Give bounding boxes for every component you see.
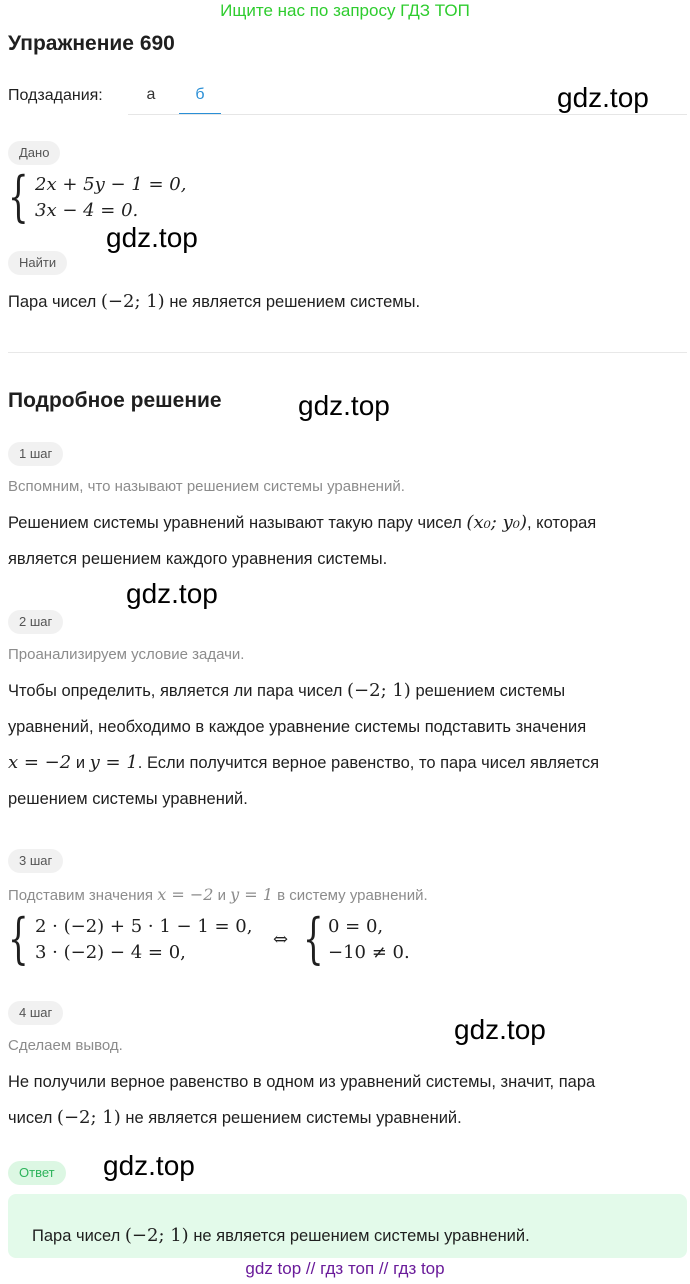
section-divider [8, 352, 687, 353]
subtasks-divider [128, 114, 687, 115]
find-pair: (−2; 1) [100, 291, 165, 312]
step-2-text: Чтобы определить, является ли пара чисел (−2; 1) решением системы уравнений, необходимо в каждое уравнение системы подставить значения x = −2 и y = 1. Если получится верное равенство, то пара чисел является решением системы уравнений. [8, 680, 600, 808]
substituted-equation-1: 2 · (−2) + 5 · 1 − 1 = 0, [35, 916, 253, 937]
subtask-tab-a[interactable]: а [146, 86, 156, 103]
step-badge-2: 2 шаг [8, 610, 63, 634]
watermark: gdz.top [298, 390, 390, 421]
step-badge-1: 1 шаг [8, 442, 63, 466]
given-equation-1: 2x + 5y − 1 = 0, [35, 174, 187, 195]
result-equation-1: 0 = 0, [328, 916, 384, 937]
find-text: Пара чисел (−2; 1) не является решением системы. [8, 291, 421, 312]
watermark: gdz.top [557, 82, 649, 113]
substituted-equation-2: 3 · (−2) − 4 = 0, [35, 942, 186, 963]
equivalence-sign: ⇔ [273, 929, 289, 950]
given-badge: Дано [8, 141, 60, 165]
step-1-hint: Вспомним, что называют решением системы уравнений. [8, 478, 405, 495]
search-banner: Ищите нас по запросу ГДЗ ТОП [220, 1, 470, 20]
step-2-hint: Проанализируем условие задачи. [8, 646, 245, 663]
watermark: gdz.top [126, 578, 218, 609]
answer-text: Пара чисел (−2; 1) не является решением системы уравнений. [32, 1225, 530, 1246]
given-equation-2: 3x − 4 = 0. [35, 200, 139, 221]
step-4-text: Не получили верное равенство в одном из уравнений системы, значит, пара чисел (−2; 1) не является решением системы уравнений. [8, 1073, 596, 1128]
subtask-tab-b[interactable]: б [195, 86, 205, 103]
watermark: gdz.top [103, 1150, 195, 1181]
footer-links[interactable]: gdz top // гдз топ // гдз top [245, 1259, 445, 1278]
watermark: gdz.top [454, 1014, 546, 1045]
answer-badge: Ответ [8, 1161, 66, 1185]
result-equation-2: −10 ≠ 0. [328, 942, 410, 963]
solution-heading: Подробное решение [8, 389, 222, 412]
step-4-hint: Сделаем вывод. [8, 1037, 123, 1054]
step-badge-3: 3 шаг [8, 849, 63, 873]
given-system: { 2x + 5y − 1 = 0, 3x − 4 = 0. [8, 165, 187, 228]
step-1-text: Решением системы уравнений называют такую пару чисел (x₀; y₀), которая является решением каждого уравнения системы. [8, 512, 597, 568]
step-3-hint: Подставим значения x = −2 и y = 1 в систему уравнений. [8, 885, 428, 904]
find-badge: Найти [8, 251, 67, 275]
subtasks-label: Подзадания: [8, 87, 103, 104]
page-title: Упражнение 690 [8, 32, 175, 55]
step-3-systems: { 2 · (−2) + 5 · 1 − 1 = 0, 3 · (−2) − 4 = 0, ⇔ { 0 = 0, −10 ≠ 0. [8, 907, 410, 970]
step-badge-4: 4 шаг [8, 1001, 63, 1025]
watermark: gdz.top [106, 222, 198, 253]
